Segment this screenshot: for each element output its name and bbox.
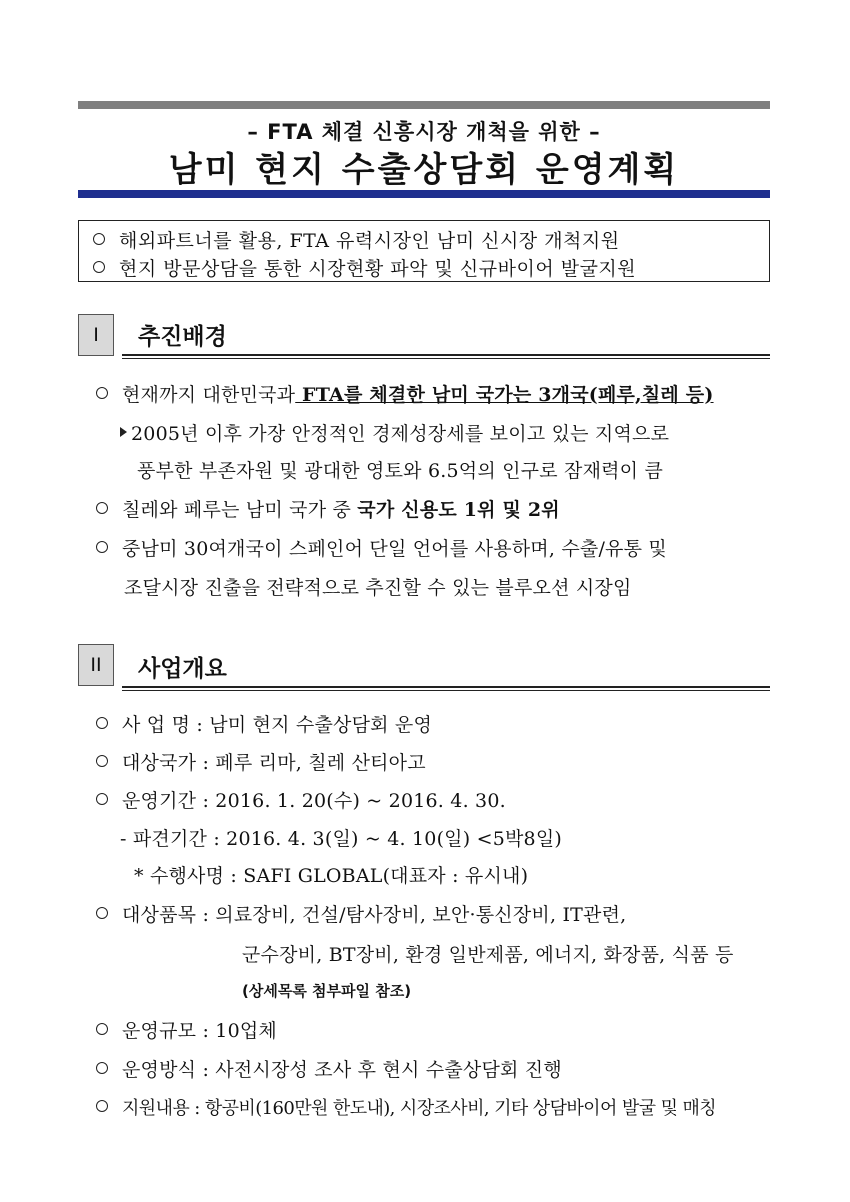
overview-item-country: 대상국가 : 페루 리마, 칠레 산티아고 <box>96 748 426 775</box>
section-rule <box>122 354 770 356</box>
circle-bullet-icon <box>96 755 108 767</box>
background-subitem-continued: 풍부한 부존자원 및 광대한 영토와 6.5억의 인구로 잠재력이 큼 <box>137 460 664 482</box>
section-rule <box>122 690 770 691</box>
circle-bullet-icon <box>96 1023 108 1035</box>
background-item: 칠레와 페루는 남미 국가 중 국가 신용도 1위 및 2위 <box>96 495 560 522</box>
circle-bullet-icon <box>96 541 108 553</box>
dispatch-period: - 파견기간 : 2016. 4. 3(일) ~ 4. 10(일) <5박8일) <box>120 828 563 850</box>
background-item: 중남미 30여개국이 스페인어 단일 언어를 사용하며, 수출/유통 및 <box>96 534 667 561</box>
title-top-bar <box>78 101 770 109</box>
title-bottom-bar <box>78 190 770 198</box>
products-continued: 군수장비, BT장비, 환경 일반제품, 에너지, 화장품, 식품 등 <box>242 944 734 966</box>
background-subitem: 2005년 이후 가장 안정적인 경제성장세를 보이고 있는 지역으로 <box>120 419 669 446</box>
overview-item-products: 대상품목 : 의료장비, 건설/탐사장비, 보안·통신장비, IT관련, <box>96 900 626 927</box>
overview-item-support: 지원내용 : 항공비(160만원 한도내), 시장조사비, 기타 상담바이어 발굴 및 매칭 <box>96 1094 716 1120</box>
circle-bullet-icon <box>93 233 105 245</box>
overview-item-method: 운영방식 : 사전시장성 조사 후 현시 수출상담회 진행 <box>96 1055 562 1082</box>
circle-bullet-icon <box>96 907 108 919</box>
background-item-continued: 조달시장 진출을 전략적으로 추진할 수 있는 블루오션 시장임 <box>124 577 632 599</box>
summary-line: 해외파트너를 활용, FTA 유력시장인 남미 신시장 개척지원 <box>93 226 620 253</box>
overview-item-name: 사 업 명 : 남미 현지 수출상담회 운영 <box>96 710 432 737</box>
circle-bullet-icon <box>96 387 108 399</box>
summary-line: 현지 방문상담을 통한 시장현황 파악 및 신규바이어 발굴지원 <box>93 254 636 281</box>
section-number-badge: I <box>78 314 114 356</box>
circle-bullet-icon <box>96 717 108 729</box>
circle-bullet-icon <box>96 502 108 514</box>
operator-info: * 수행사명 : SAFI GLOBAL(대표자 : 유시내) <box>134 865 529 887</box>
document-title: 남미 현지 수출상담회 운영계획 <box>168 150 680 190</box>
circle-bullet-icon <box>96 793 108 805</box>
section-rule <box>122 686 770 688</box>
products-note: (상세목록 첨부파일 참조) <box>242 982 412 1000</box>
triangle-bullet-icon <box>120 427 127 437</box>
section-number-badge: II <box>78 644 114 686</box>
section-title: 추진배경 <box>138 324 227 350</box>
document-subtitle: – FTA 체결 신흥시장 개척을 위한 – <box>247 120 601 144</box>
circle-bullet-icon <box>96 1100 108 1112</box>
section-rule <box>122 358 770 359</box>
section-title: 사업개요 <box>138 656 227 682</box>
overview-item-period: 운영기간 : 2016. 1. 20(수) ~ 2016. 4. 30. <box>96 786 506 813</box>
summary-box <box>78 220 770 282</box>
circle-bullet-icon <box>93 261 105 273</box>
background-item: 현재까지 대한민국과 FTA를 체결한 남미 국가는 3개국(페루,칠레 등) <box>96 380 714 407</box>
overview-item-scale: 운영규모 : 10업체 <box>96 1016 277 1043</box>
circle-bullet-icon <box>96 1062 108 1074</box>
